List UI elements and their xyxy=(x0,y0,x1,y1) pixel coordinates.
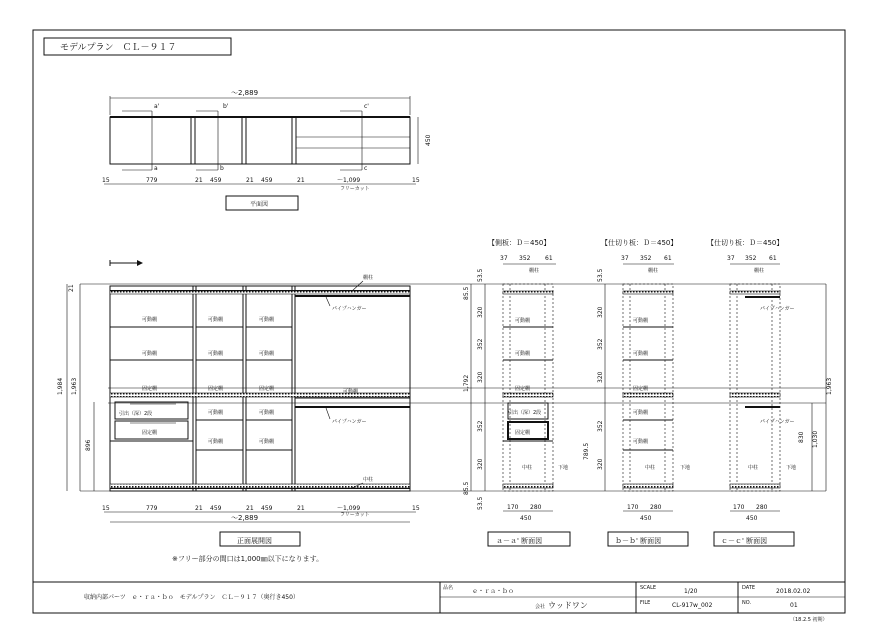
section-c-top-dim-1: 37 xyxy=(727,255,735,262)
front-left-dim-inner: 1,963 xyxy=(71,377,78,395)
drawing-title: モデルプラン ＣＬ－９１７ xyxy=(60,43,177,53)
section-a-v-1: 53.5 xyxy=(477,268,484,282)
front-dim-4: 21 xyxy=(246,505,254,512)
front-label-movable-7: 可動棚 xyxy=(259,317,275,323)
section-c-top-dim-2: 352 xyxy=(745,255,757,262)
title-block xyxy=(33,582,845,623)
section-b-bottom: 下地 xyxy=(680,465,691,471)
section-a-v-4: 352 xyxy=(477,338,484,350)
section-c-header: 【仕切り板：Ｄ＝450】 xyxy=(707,239,784,247)
plan-marker-a: a xyxy=(154,165,158,172)
plan-dim-4: 21 xyxy=(246,177,254,184)
title-block-name-label: 品名 xyxy=(443,585,454,591)
section-b-top-pole: 棚柱 xyxy=(648,268,659,274)
front-label-drawer: 引出（深）2段 xyxy=(119,411,153,417)
section-a-ht-mid: 1,792 xyxy=(463,374,470,392)
section-c-outline xyxy=(730,284,780,491)
plan-caption: 平面図 xyxy=(250,201,269,208)
title-block-name-value: ｅ・ｒａ・ｂｏ xyxy=(472,588,515,595)
plan-marker-a-prime: a' xyxy=(154,103,160,110)
front-label-mid-pole: 中柱 xyxy=(363,477,374,483)
section-a-bottom-dim-1: 170 xyxy=(507,504,519,511)
front-left-dim-lower: 896 xyxy=(85,439,92,451)
front-free-cut: フリーカット xyxy=(340,512,370,518)
title-block-date: 2018.02.02 xyxy=(776,588,811,595)
section-b-movable-2: 可動棚 xyxy=(633,351,649,357)
plan-view xyxy=(102,89,432,210)
front-label-pipe-1: パイプハンガー xyxy=(332,306,367,312)
front-left-dim-top: 21 xyxy=(68,284,75,292)
plan-marker-c: c xyxy=(364,165,368,172)
section-b-v-2: 320 xyxy=(597,306,604,318)
section-a-v-8: 352 xyxy=(477,420,484,432)
front-dim-3: 459 xyxy=(210,505,222,512)
section-b-header: 【仕切り板：Ｄ＝450】 xyxy=(601,239,678,247)
section-b-bottom-dim-2: 280 xyxy=(650,504,662,511)
front-label-movable-6: 可動棚 xyxy=(208,439,224,445)
front-label-movable-2: 可動棚 xyxy=(142,351,158,357)
section-c-caption: ｃ－ｃ' 断面図 xyxy=(721,537,768,545)
section-a-movable-2: 可動棚 xyxy=(515,351,531,357)
section-a-fixed-2: 固定棚 xyxy=(515,430,531,436)
front-dim-2: 21 xyxy=(195,505,203,512)
section-a-bottom-dim-2: 280 xyxy=(530,504,542,511)
front-label-pole: 棚柱 xyxy=(363,275,374,281)
section-b-bottom-dim-1: 170 xyxy=(627,504,639,511)
front-label-fixed-4: 固定棚 xyxy=(259,386,275,392)
front-dim-1: 779 xyxy=(146,505,158,512)
section-a-top-pole: 棚柱 xyxy=(529,268,540,274)
section-c-bottom-dim-1: 170 xyxy=(733,504,745,511)
plan-dim-3: 459 xyxy=(210,177,222,184)
title-block-no-label: NO. xyxy=(742,600,752,606)
section-c-width: 450 xyxy=(746,515,758,522)
title-block-file-label: FILE xyxy=(640,600,651,606)
front-label-movable-3: 可動棚 xyxy=(208,317,224,323)
plan-dim-6: 21 xyxy=(297,177,305,184)
section-a-top-dim-1: 37 xyxy=(500,255,508,262)
front-label-fixed-2: 固定棚 xyxy=(142,430,158,436)
section-b-height: 789.5 xyxy=(583,442,590,460)
section-c-right-830: 830 xyxy=(798,431,805,443)
section-c-pipe-1: パイプハンガー xyxy=(760,306,795,312)
title-block-scale: 1/20 xyxy=(684,588,698,595)
plan-dim-1: 779 xyxy=(146,177,158,184)
section-a-mid-pole: 中柱 xyxy=(522,465,533,471)
front-label-movable-9: 可動棚 xyxy=(259,410,275,416)
section-b-v-4: 352 xyxy=(597,338,604,350)
plan-dim-5: 459 xyxy=(261,177,273,184)
section-c-bottom: 下地 xyxy=(786,465,797,471)
front-label-movable-11: 可動棚 xyxy=(343,389,359,395)
plan-marker-b-prime: b' xyxy=(223,103,229,110)
section-b-width: 450 xyxy=(640,515,652,522)
front-label-fixed-1: 固定棚 xyxy=(142,386,158,392)
section-a-ht-bot: 85.5 xyxy=(463,481,470,495)
section-a-top-dim-2: 352 xyxy=(519,255,531,262)
section-b-v-6: 320 xyxy=(597,371,604,383)
section-b-v-10: 320 xyxy=(597,458,604,470)
section-a-top-dim-3: 61 xyxy=(545,255,553,262)
section-a-movable-1: 可動棚 xyxy=(515,318,531,324)
front-label-pipe-2: パイプハンガー xyxy=(332,419,367,425)
title-block-company-label: 会社 xyxy=(535,604,546,610)
section-b-top-dim-2: 352 xyxy=(640,255,652,262)
title-block-scale-label: SCALE xyxy=(640,585,657,591)
plan-dim-left: 15 xyxy=(102,177,110,184)
section-a-v-6: 320 xyxy=(477,371,484,383)
title-block-no: 01 xyxy=(790,602,798,609)
section-b-v-8: 352 xyxy=(597,420,604,432)
plan-marker-b: b xyxy=(220,165,224,172)
section-c-top-dim-3: 61 xyxy=(769,255,777,262)
section-a-caption: ａ－ａ' 断面図 xyxy=(496,537,543,545)
front-label-movable-1: 可動棚 xyxy=(142,317,158,323)
title-block-date-label: DATE xyxy=(742,585,756,591)
section-a-ht-top: 85.5 xyxy=(463,286,470,300)
title-block-file: CL-917w_002 xyxy=(672,602,713,609)
title-block-revision: （18.2.5 初期） xyxy=(790,617,828,623)
plan-overall-width: ～2,889 xyxy=(231,89,259,97)
title-block-project: 収納内部パーツ ｅ・ｒａ・ｂｏ モデルプラン ＣＬ－９１７（奥行き450） xyxy=(84,594,299,601)
front-dim-right: 15 xyxy=(412,505,420,512)
front-left-dim-total: 1,984 xyxy=(57,377,64,395)
section-b-movable-4: 可動棚 xyxy=(633,439,649,445)
section-b-movable-3: 可動棚 xyxy=(633,410,649,416)
front-dim-7: ～1,099 xyxy=(337,505,361,512)
section-a-v-2: 320 xyxy=(477,306,484,318)
plan-free-cut: フリーカット xyxy=(340,186,370,192)
section-a-v-12: 53.5 xyxy=(477,496,484,510)
section-b-v-1: 53.5 xyxy=(597,268,604,282)
section-a-fixed: 固定棚 xyxy=(515,386,531,392)
front-overall-width: ～2,889 xyxy=(231,514,259,522)
section-c-pipe-2: パイプハンガー xyxy=(760,419,795,425)
section-c-top-pole: 棚柱 xyxy=(754,268,765,274)
section-a-bottom: 下地 xyxy=(558,465,569,471)
plan-marker-c-prime: c' xyxy=(364,103,369,110)
section-a-v-10: 320 xyxy=(477,458,484,470)
plan-dim-7: ～1,099 xyxy=(337,177,361,184)
plan-outline xyxy=(110,117,410,164)
front-dim-6: 21 xyxy=(297,505,305,512)
plan-dim-2: 21 xyxy=(195,177,203,184)
section-c-right-lower: 1,030 xyxy=(812,430,819,448)
front-label-fixed-3: 固定棚 xyxy=(208,386,224,392)
front-label-movable-5: 可動棚 xyxy=(208,410,224,416)
front-dim-left: 15 xyxy=(102,505,110,512)
section-c-mid-pole: 中柱 xyxy=(748,465,759,471)
section-b-top-dim-3: 61 xyxy=(664,255,672,262)
section-b-movable-1: 可動棚 xyxy=(633,318,649,324)
section-a-drawer: 引出（深）2段 xyxy=(508,410,542,416)
front-label-movable-4: 可動棚 xyxy=(208,351,224,357)
front-label-movable-8: 可動棚 xyxy=(259,351,275,357)
section-c-bottom-dim-2: 280 xyxy=(756,504,768,511)
front-caption: 正面展開図 xyxy=(237,537,272,545)
front-label-movable-10: 可動棚 xyxy=(259,439,275,445)
section-a-header: 【側板：Ｄ＝450】 xyxy=(488,239,551,247)
front-dim-5: 459 xyxy=(261,505,273,512)
section-c-right-total: 1,963 xyxy=(826,377,833,395)
title-block-company: ウッドワン xyxy=(548,601,588,610)
front-note: ※フリー部分の間口は1,000㎜以下になります。 xyxy=(172,555,324,563)
section-b-top-dim-1: 37 xyxy=(621,255,629,262)
section-b-fixed: 固定棚 xyxy=(633,386,649,392)
plan-depth: 450 xyxy=(425,134,432,146)
plan-dim-right: 15 xyxy=(412,177,420,184)
front-elevation xyxy=(57,274,826,563)
section-b-mid-pole: 中柱 xyxy=(645,465,656,471)
section-a-width: 450 xyxy=(520,515,532,522)
section-b-caption: ｂ－ｂ' 断面図 xyxy=(615,537,662,545)
